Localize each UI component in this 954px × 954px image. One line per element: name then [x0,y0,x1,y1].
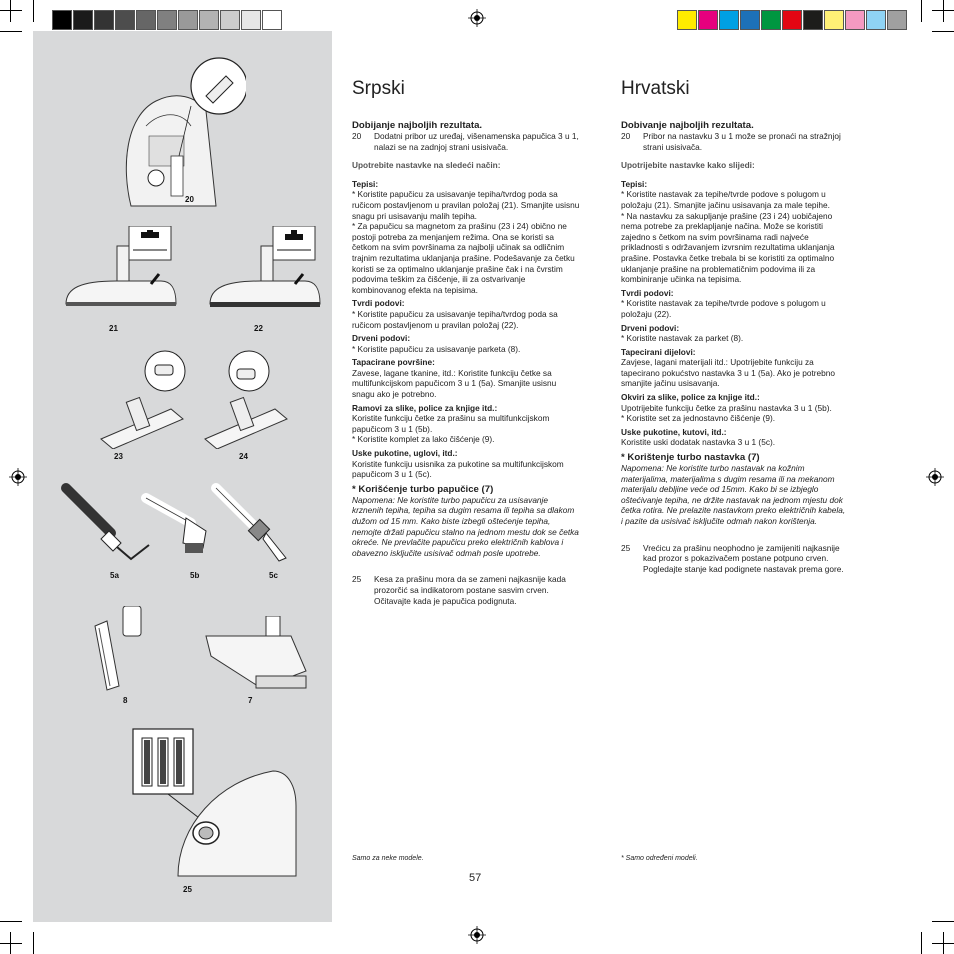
color-swatch [887,10,907,30]
turbo-heading: * Korišćenje turbo papučice (7) [352,483,494,495]
croatian-column: Hrvatski Dobivanje najboljih rezultata. 20 Pribor na nastavku 3 u 1 može se pronaći na stražnjoj strani usisivača. Upotrijebite nastavke kako slijedi: Tepisi: * Koristite nastavak za tepihe/tvrde podove s polugom u položaju (21). Smanjite jačinu usisavanja za male tepihe. * Na nastavku za sakupljanje prašine (23 i 24) uobičajeno nema potrebe za preklapljanje načina. Može se koristiti zajedno s četkom na svim površinama radi najveće prikladnosti s održavanjem izvrsnim rezultatima uklanjanja prašine. Postavka četke trebala bi se koristiti za optimalno uklanjanje prašine na problematičnim podovima ili za kombiniranje učinka na tepisima. Tvrdi podovi: * Koristite nastavak za tepihe/tvrde podove s polugom u položaju (22). Drveni podovi: * Koristite nastavak za parket (8). Tapecirani dijelovi: Zavjese, lagani materijali itd.: Upotrijebite funkciju za tapecirano pokućstvo nastavka 3 u 1 (5a). Ako je potrebno smanjite jačinu usisavanja. Okviri za slike, police za knjige itd.: Upotrijebite funkciju četke za prašinu nastavka 3 u 1 (5b). * Koristite set za jednostavno čišćenje (9). Uske pukotine, kutovi, itd.: Koristite uski dodatak nastavka 3 u 1 (5c). * Korištenje turbo nastavka (7) Napomena: Ne koristite turbo nastavak na kožnim materijalima, materijalima s dugim resama ili na mekanom materijalu debljine veće od 15mm. Kako bi se izbjeglo oštećivanje tepiha, ne držite nastavak na jednom mjestu dok četka rotira. Ne prelazite nastavkom preko električnih kabela, i pazite da usisivač isključite odmah nakon korištenja. 25 Vrećicu za prašinu neophodno je zamijeniti najkasnije kad prozor s pokazivačem postane potpuno crven. Pogledajte stanje kad podignete nastavak prema gore. [621,78,849,574]
floor-nozzle-illustration [205,226,325,316]
figure-label-7: 7 [248,696,253,705]
figure-label-5b: 5b [190,571,200,580]
gray-swatch [52,10,72,30]
crop-mark [10,0,11,22]
crop-mark [932,943,954,944]
dust-bag-indicator-illustration [128,726,298,881]
color-swatch [677,10,697,30]
figure-label-5a: 5a [110,571,119,580]
page-number: 57 [469,872,482,884]
upholstery-tool-illustration [61,483,151,563]
gray-swatch [178,10,198,30]
color-swatch [824,10,844,30]
figure-label-8: 8 [123,696,128,705]
floor-nozzle-illustration [61,226,181,316]
color-swatch [782,10,802,30]
numbered-item: 20 Dodatni pribor uz uređaj, višenamenska papučica 3 u 1, nalazi se na zadnjoj strani usisivača. [352,131,579,152]
gray-swatch [157,10,177,30]
gray-swatch [262,10,282,30]
crop-mark [921,932,922,954]
subheading: Upotrijebite nastavke kako slijedi: [621,160,755,171]
note: Napomena: Ne koristite turbo nastavak na kožnim materijalima, materijalima s dugim resama ili na mekanom materijalu debljine veće od 15mm. Kako bi se izbjeglo oštećivanje tepiha, ne držite nastavak na jednom mjestu dok četka rotira. Ne prelazite nastavkom preko električnih kabela, i pazite da usisivač isključite odmah nakon korištenja. [621,463,846,526]
registration-mark-icon [468,9,486,27]
crop-mark [0,31,22,32]
crop-mark [0,921,22,922]
section-title: Srpski [352,78,405,99]
color-swatch [698,10,718,30]
crop-mark [33,932,34,954]
numbered-item: 25 Kesa za prašinu mora da se zameni najkasnije kada prozorčić sa indikatorom postane sasvim crven. Očitavajte kada je papučica podignuta. [352,574,566,606]
crop-mark [0,10,22,11]
footnote: * Samo određeni modeli. [621,855,698,862]
gray-swatch [199,10,219,30]
figure-label-20: 20 [185,195,194,204]
dusting-brush-illustration [141,493,221,563]
gray-swatch [241,10,261,30]
figure-label-24: 24 [239,452,248,461]
crevice-tool-illustration [211,483,301,563]
crop-mark [943,0,944,22]
figure-label-22: 22 [254,324,263,333]
serbian-column: Srpski Dobijanje najboljih rezultata. 20 Dodatni pribor uz uređaj, višenamenska papučica 3 u 1, nalazi se na zadnjoj strani usisivača. Upotrebite nastavke na sledeći način: Tepisi: * Koristite papučicu za usisavanje tepiha/tvrdog poda sa ručicom postavljenom u pravilan položaj (21). Smanjite usisnu snagu pri usisavanju malih tepiha. * Za papučicu sa magnetom za prašinu (23 i 24) obično ne postoji potreba za menjanjem režima. Ona se koristi sa četkom na svim površinama za najbolji učinak sa odličnim trajnim rezultatima uklanjanja prašine. Podešavanje za četku koristi se za optimalno uklanjanje prašine čak i na čvrstim podovima teškim za čišćenje, ili za ostvarivanje kombinovanog efekta na tepisima. Tvrdi podovi: * Koristite papučicu za usisavanje tepiha/tvrdog poda sa ručicom postavljenom u pravilan položaj (22). Drveni podovi: * Koristite papučicu za usisavanje parketa (8). Tapacirane površine: Zavese, lagane tkanine, itd.: Koristite funkciju četke sa multifunkcijskom papučicom 3 u 1 (5a). Smanjite usisnu snagu ako je potrebno. Ramovi za slike, police za knjige itd.: Koristite funkciju četke za prašinu sa multifunkcijskom papučicom 3 u 1 (5b). * Koristite komplet za lako čišćenje (9). Uske pukotine, uglovi, itd.: Koristite funkciju usisnika za pukotine sa multifunkcijskom papučicom 3 u 1 (5c). * Korišćenje turbo papučice (7) Napomena: Ne koristite turbo papučicu za usisavanje krznenih tepiha, tepiha sa dugim resama ili tepiha sa dlakom dužom od 15 mm. Kako biste izbegli oštećenje tepiha, nemojte držati papučicu stalno na jednom mestu dok se četka okreće. Ne prevlačite papučicu preko električnih kablova i obavezno isključite usisivač odmah posle upotrebe. 25 Kesa za prašinu mora da se zameni najkasnije kada prozorčić sa indikatorom postane sasvim crven. Očitavajte kada je papučica podignuta. [352,78,580,606]
section-heading: Dobijanje najboljih rezultata. [352,120,483,131]
color-swatch [803,10,823,30]
registration-mark-icon [9,468,27,486]
process-color-bar [677,10,908,30]
vacuum-accessory-illustration [121,56,246,216]
color-swatch [761,10,781,30]
crop-mark [921,0,922,22]
crop-mark [33,0,34,22]
parquet-nozzle-illustration [85,606,155,691]
registration-mark-icon [926,468,944,486]
turbo-nozzle-illustration [201,616,311,691]
figure-label-5c: 5c [269,571,278,580]
figure-label-25: 25 [183,885,192,894]
footnote: Samo za neke modele. [352,855,424,862]
note: Napomena: Ne koristite turbo papučicu za usisavanje krznenih tepiha, tepiha sa dugim resama ili tepiha sa dlakom dužom od 15 mm. Kako biste izbegli oštećenje tepiha, nemojte držati papučicu stalno na jednom mestu dok se četka okreće. Ne prevlačite papučicu preko električnih kablova i obavezno isključite usisivač odmah posle upotrebe. [352,494,579,558]
gray-color-bar [52,10,283,30]
illustration-panel [33,31,332,922]
dust-magnet-nozzle-illustration [91,349,191,449]
color-swatch [866,10,886,30]
registration-mark-icon [468,926,486,944]
dust-magnet-nozzle-illustration [195,349,295,449]
gray-swatch [136,10,156,30]
section-title: Hrvatski [621,78,690,99]
figure-label-23: 23 [114,452,123,461]
gray-swatch [73,10,93,30]
crop-mark [932,921,954,922]
color-swatch [719,10,739,30]
turbo-heading: * Korištenje turbo nastavka (7) [621,452,760,464]
crop-mark [932,31,954,32]
section-heading: Dobivanje najboljih rezultata. [621,120,754,131]
crop-mark [932,10,954,11]
numbered-item: 20 Pribor na nastavku 3 u 1 može se pronaći na stražnjoj strani usisivača. [621,131,841,152]
gray-swatch [115,10,135,30]
gray-swatch [220,10,240,30]
subheading: Upotrebite nastavke na sledeći način: [352,160,501,171]
gray-swatch [94,10,114,30]
color-swatch [740,10,760,30]
crop-mark [0,943,22,944]
numbered-item: 25 Vrećicu za prašinu neophodno je zamijeniti najkasnije kad prozor s pokazivačem postane potpuno crven. Pogledajte stanje kad podignete nastavak prema gore. [621,542,844,574]
figure-label-21: 21 [109,324,118,333]
color-swatch [845,10,865,30]
